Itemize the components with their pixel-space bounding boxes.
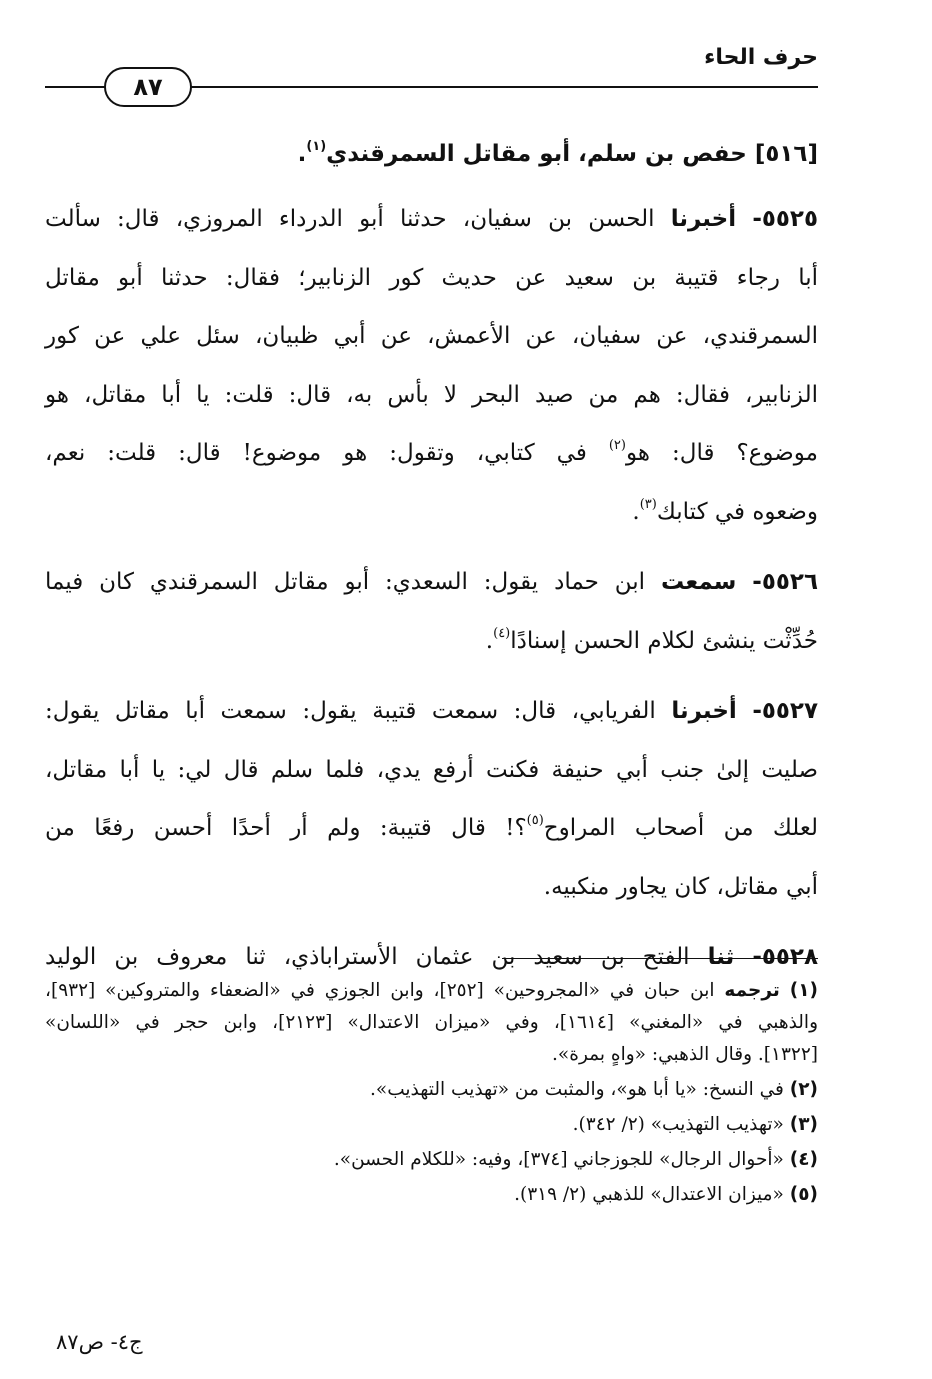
text-line: [45, 1109, 818, 1141]
volume-page-reference: ج٤- ص٨٧: [56, 1330, 143, 1354]
text-line: [45, 553, 818, 612]
text-segment: الحسن بن سفيان، حدثنا أبو الدرداء المروزي، قال: سألت: [45, 206, 655, 232]
text-segment: «أحوال الرجال» للجوزجاني [٣٧٤]، وفيه: «للكلام الحسن».: [333, 1149, 784, 1170]
text-line: أبا رجاء قتيبة بن سعيد عن حديث كور الزنابير؛ فقال: حدثنا أبو مقاتل: [45, 264, 818, 291]
text-line: [45, 1074, 818, 1106]
footnote-marker: (٢): [789, 1079, 818, 1100]
footnote-marker: (٥): [789, 1184, 818, 1205]
hadith-paragraph: [45, 682, 818, 916]
footnote: [45, 1074, 818, 1106]
text-segment: موضوع؟ قال: هو: [625, 440, 818, 466]
entry-number: [٥١٦]: [754, 141, 818, 167]
chapter-heading: حرف الحاء: [704, 45, 818, 70]
hadith-paragraph: [45, 190, 818, 541]
text-line: الزنابير، فقال: هم من صيد البحر لا بأس به، قال: قلت: يا أبا مقاتل، هو: [45, 381, 818, 408]
text-segment: .: [485, 627, 494, 654]
text-segment: .: [632, 498, 640, 525]
entry-end: .: [297, 141, 307, 167]
footnote: [45, 975, 818, 1071]
text-segment: الفريابي، قال: سمعت قتيبة يقول: سمعت أبا مقاتل يقول:: [45, 698, 656, 724]
entry-title: [45, 130, 818, 178]
entry-name: حفص بن سلم، أبو مقاتل السمرقندي: [326, 141, 747, 167]
footnote-ref: (٣): [639, 496, 657, 512]
hadith-keyword: سمعت: [661, 569, 737, 595]
text-segment: لعلك من أصحاب المراوح: [543, 815, 818, 841]
footnote-separator: [502, 958, 818, 959]
text-segment: ؟! قال قتيبة: ولم أر أحدًا أحسن رفعًا من: [45, 815, 527, 841]
page-number-badge: ٨٧: [104, 67, 192, 107]
text-segment: «ميزان الاعتدال» للذهبي (٢/ ٣١٩).: [514, 1184, 784, 1205]
footnote: [45, 1144, 818, 1176]
text-line: [45, 799, 818, 858]
text-line: [45, 612, 818, 671]
text-segment: في النسخ: «يا أبا هو»، والمثبت من «تهذيب التهذيب».: [370, 1079, 784, 1100]
text-segment: ابن حماد يقول: السعدي: أبو مقاتل السمرقندي كان فيما: [45, 569, 646, 595]
text-line: [45, 1144, 818, 1176]
hadith-number: ٥٥٢٥-: [752, 206, 819, 232]
footnote-marker: (٤): [789, 1149, 818, 1170]
footnote: [45, 1109, 818, 1141]
text-line: [45, 682, 818, 741]
text-segment: «تهذيب التهذيب» (٢/ ٣٤٢).: [572, 1114, 784, 1135]
hadith-number: ٥٥٢٨-: [752, 944, 819, 970]
text-segment: وضعوه في كتابك: [656, 498, 818, 525]
footnote-ref: (٢): [608, 438, 626, 454]
hadith-keyword: ثنا: [707, 944, 735, 970]
text-segment: ابن حبان في «المجروحين» [٢٥٢]، وابن الجوزي في «الضعفاء والمتروكين» [٩٣٢]،: [45, 980, 715, 1001]
text-line: والذهبي في «المغني» [١٦١٤]، وفي «ميزان الاعتدال» [٢١٢٣]، وابن حجر في «اللسان»: [45, 1012, 818, 1033]
hadith-keyword: أخبرنا: [670, 206, 737, 232]
text-line: [45, 190, 818, 249]
text-line: السمرقندي، عن سفيان، عن الأعمش، عن أبي ظبيان، سئل علي عن كور: [45, 323, 818, 349]
text-segment: حُدِّثْت ينشئ لكلام الحسن إسنادًا: [510, 627, 818, 654]
text-line: [45, 1179, 818, 1211]
footnote-ref: (١): [306, 139, 327, 155]
text-segment: في كتابي، وتقول: هو موضوع! قال: قلت: نعم،: [45, 440, 587, 466]
text-line: أبي مقاتل، كان يجاور منكبيه.: [543, 873, 818, 900]
hadith-number: ٥٥٢٧-: [752, 698, 819, 724]
footnotes: [45, 972, 818, 1211]
text-line: [45, 975, 818, 1007]
footnote-ref: (٤): [493, 625, 511, 641]
text-segment: الفتح بن سعيد بن عثمان الأستراباذي، ثنا معروف بن الوليد: [45, 944, 690, 970]
main-text: [45, 130, 818, 987]
text-line: [45, 483, 818, 542]
footnote-ref: (٥): [526, 813, 544, 829]
footnote: [45, 1179, 818, 1211]
hadith-paragraph: [45, 553, 818, 670]
footnote-marker: (٣): [789, 1114, 818, 1135]
hadith-keyword: أخبرنا: [671, 698, 737, 724]
text-line: [45, 424, 818, 483]
text-line: [١٣٢٢]. وقال الذهبي: «واهٍ بمرة».: [552, 1044, 818, 1065]
hadith-number: ٥٥٢٦-: [752, 569, 818, 595]
text-line: صليت إلىٰ جنب أبي حنيفة فكنت أرفع يدي، فلما سلم قال لي: يا أبا مقاتل،: [45, 756, 818, 783]
footnote-keyword: ترجمه: [724, 980, 780, 1001]
footnote-marker: (١): [789, 980, 818, 1001]
